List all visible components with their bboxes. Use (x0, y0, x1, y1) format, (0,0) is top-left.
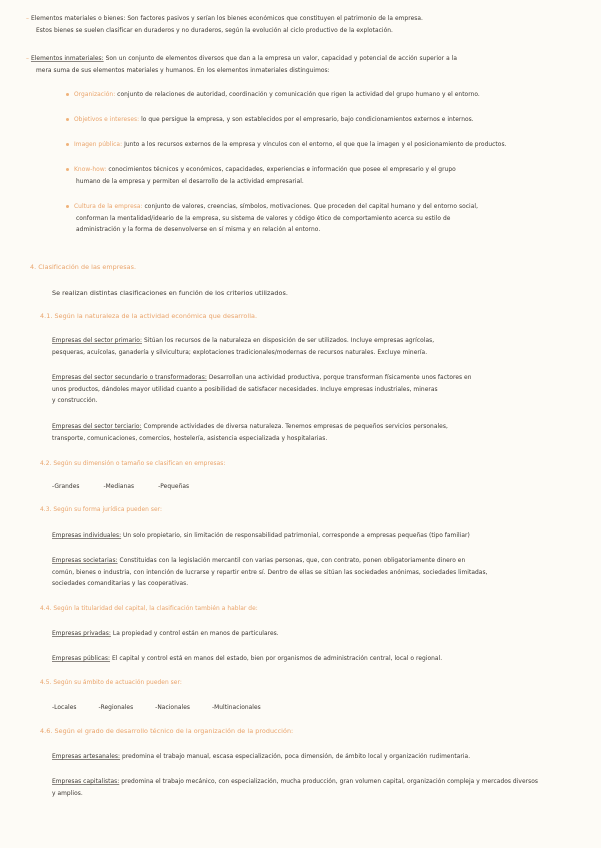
sector-item (52, 373, 592, 408)
technical-item (52, 752, 592, 764)
elementos-inmateriales-text2: mera suma de sus elementos materiales y humanos. En los elementos inmateriales distinguimos: (36, 67, 330, 74)
dash-bullet: – (26, 56, 29, 62)
section-4-1-title: 4.1. Según la naturaleza de la actividad económica que desarrolla. (40, 312, 258, 320)
scope-item: -Locales (52, 705, 77, 711)
bullet-item (66, 165, 592, 188)
bullet-label: Objetivos e intereses: (74, 117, 140, 123)
section-4-6-title: 4.6. Según el grado de desarrollo técnico de la organización de la producción: (40, 727, 294, 735)
orange-dot-icon (66, 143, 69, 146)
ownership-text: La propiedad y control están en manos de particulares. (112, 631, 279, 637)
sector-label: Empresas del sector terciario: (52, 424, 142, 430)
elementos-materiales-text2: Estos bienes se suelen clasificar en duraderos y no duraderos, según la evolución al ciclo productivo de la explotación. (36, 27, 393, 34)
size-item: -Grandes (52, 484, 80, 490)
elementos-inmateriales-label: Elementos inmateriales: (30, 56, 104, 62)
bullet-item (66, 115, 592, 127)
scope-item: -Nacionales (155, 705, 191, 711)
ownership-label: Empresas públicas: (52, 656, 111, 662)
bullet-text: conocimientos técnicos y económicos, capacidades, experiencias e información que posee el empresario y el grupo (108, 167, 456, 173)
sector-label: Empresas del sector secundario o transformadoras: (52, 375, 207, 381)
sector-text2: unos productos, dándoles mayor utilidad cuanto a posibilidad de satisfacer necesidades. Incluye empresas industriales, mineras (52, 386, 438, 393)
orange-dot-icon (66, 205, 69, 208)
elementos-materiales-text: Son factores pasivos y serían los bienes económicos que constituyen el patrimonio de la empresa. (127, 16, 423, 22)
orange-dot-icon (66, 93, 69, 96)
bullet-label: Imagen pública: (74, 142, 123, 148)
bullet-text2: conforman la mentalidad/ideario de la empresa, su sistema de valores y código ético de comportamiento acerca su estilo de (76, 215, 451, 222)
size-item: -Medianas (103, 484, 135, 490)
orange-dot-icon (66, 118, 69, 121)
bullet-item (66, 90, 592, 102)
legal-form-label: Empresas individuales: (52, 533, 122, 539)
legal-form-item (52, 556, 592, 591)
legal-form-text: Constituidas con la legislación mercantil con varias personas, que, con contrato, ponen obligatoriamente dinero en (119, 558, 466, 564)
bullet-text: lo que persigue la empresa, y son establecidos por el empresario, bajo condicionamientos externos e internos. (141, 117, 474, 123)
section-4-2-title: 4.2. Según su dimensión o tamaño se clasifican en empresas: (40, 461, 226, 467)
bullet-label: Organización: (74, 92, 116, 98)
bullet-item (66, 140, 592, 152)
technical-text2: y amplios. (52, 790, 83, 797)
elementos-inmateriales-text: Son un conjunto de elementos diversos que dan a la empresa un valor, capacidad y potencial de acción superior a la (105, 56, 457, 62)
dash-bullet: – (26, 16, 29, 22)
technical-item (52, 777, 592, 800)
sector-text3: y construcción. (52, 398, 98, 405)
bullet-label: Know-how: (74, 167, 107, 173)
legal-form-label: Empresas societarias: (52, 558, 118, 564)
sector-text: Desarrollan una actividad productiva, porque transforman físicamente unos factores en (208, 375, 472, 381)
bullet-text3: administración y la forma de desenvolverse en sí misma y en relación al entorno. (76, 227, 321, 234)
sector-item (52, 336, 592, 359)
sector-label: Empresas del sector primario: (52, 338, 142, 344)
bullet-text: Junto a los recursos externos de la empresa y vínculos con el entorno, el que que la imagen y el posicionamiento de productos. (124, 142, 507, 148)
scope-item: -Multinacionales (211, 705, 261, 711)
ownership-label: Empresas privadas: (52, 631, 111, 637)
legal-form-text2: común, bienes o industria, con intención de lucrarse y repartir entre sí. Dentro de ellas se sitúan las sociedades anónimas, sociedades limitadas, (52, 569, 488, 576)
bullet-text: conjunto de relaciones de autoridad, coordinación y comunicación que rigen la actividad del grupo humano y el entorno. (117, 92, 480, 98)
ownership-item (52, 629, 592, 641)
section-4-5-title: 4.5. Según su ámbito de actuación pueden ser: (40, 680, 182, 686)
orange-dot-icon (66, 168, 69, 171)
legal-form-text3: sociedades comanditarias y las cooperativas. (52, 581, 189, 588)
legal-form-text: Un solo propietario, sin limitación de responsabilidad patrimonial, corresponde a empresas pequeñas (tipo familiar) (123, 533, 470, 539)
bullet-item (66, 202, 592, 237)
scope-item: -Regionales (98, 705, 134, 711)
bullet-text: conjunto de valores, creencias, símbolos, motivaciones. Que proceden del capital humano y del entorno social, (144, 204, 479, 210)
bullet-label: Cultura de la empresa: (74, 204, 143, 210)
section-4-title: 4. Clasificación de las empresas. (30, 263, 137, 271)
sector-item (52, 422, 592, 445)
technical-text: predomina el trabajo manual, escasa especialización, poca dimensión, de ámbito local y organización rudimentaria. (122, 754, 471, 760)
legal-form-item (52, 531, 592, 543)
elementos-materiales-block (26, 14, 591, 37)
size-item: -Pequeñas (158, 484, 190, 490)
sector-text2: transporte, comunicaciones, comercios, hostelería, asistencia especializada y hospitalarias. (52, 435, 328, 442)
section-4-intro: Se realizan distintas clasificaciones en función de los criterios utilizados. (52, 289, 288, 297)
bullet-text2: humano de la empresa y permiten el desarrollo de la actividad empresarial. (76, 178, 304, 185)
elementos-materiales-label: Elementos materiales o bienes: (30, 16, 126, 22)
size-list (52, 482, 352, 494)
ownership-text: El capital y control está en manos del estado, bien por organismos de administración central, local o regional. (111, 656, 443, 662)
scope-list (52, 703, 452, 715)
sector-text: Sitúan los recursos de la naturaleza en disposición de ser utilizados. Incluye empresas agrícolas, (143, 338, 435, 344)
section-4-3-title: 4.3. Según su forma jurídica pueden ser: (40, 507, 163, 513)
sector-text: Comprende actividades de diversa naturaleza. Tenemos empresas de pequeños servicios personales, (143, 424, 448, 430)
elementos-inmateriales-block (26, 54, 591, 77)
sector-text2: pesqueras, acuícolas, ganadería y silvicultura; explotaciones tradicionales/modernas de recursos naturales. Excluye minería. (52, 349, 428, 356)
technical-text: predomina el trabajo mecánico, con especialización, mucha producción, gran volumen capital, organización compleja y mercados diversos (121, 779, 538, 785)
ownership-item (52, 654, 592, 666)
section-4-4-title: 4.4. Según la titularidad del capital, la clasificación también a hablar de: (40, 606, 258, 612)
technical-label: Empresas artesanales: (52, 754, 121, 760)
technical-label: Empresas capitalistas: (52, 779, 120, 785)
